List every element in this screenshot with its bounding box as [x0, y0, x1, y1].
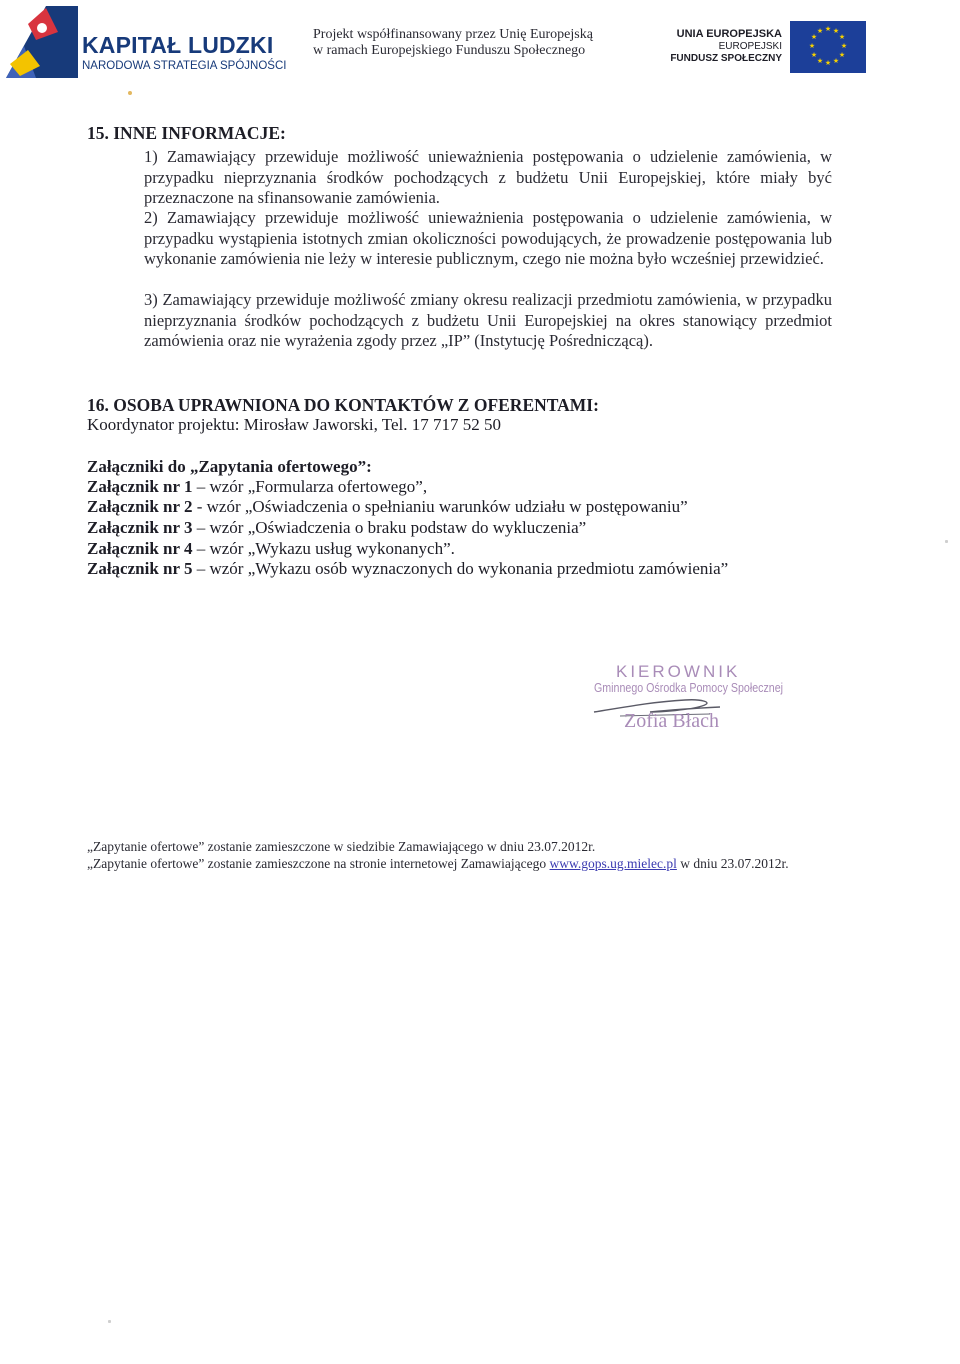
- attachments-heading-text: Załączniki do „Zapytania ofertowego”:: [87, 457, 372, 476]
- section-15-number: 15.: [87, 123, 109, 143]
- logo-title: KAPITAŁ LUDZKI: [82, 32, 274, 58]
- contact-person: Koordynator projektu: Mirosław Jaworski, Tel. 17 717 52 50: [87, 415, 502, 434]
- svg-text:★: ★: [838, 33, 846, 41]
- attachment-item: [87, 477, 427, 498]
- svg-text:★: ★: [810, 33, 818, 41]
- kapital-ludzki-wordmark: [82, 33, 286, 73]
- attachment-description: - wzór „Oświadczenia o spełnianiu warunków udziału w postępowaniu”: [192, 497, 688, 516]
- section-15-title: INNE INFORMACJE:: [113, 123, 286, 143]
- svg-text:★: ★: [824, 25, 832, 33]
- section-16-heading: [87, 395, 599, 415]
- section-15-item-2: 2) Zamawiający przewiduje możliwość unieważnienia postępowania o udzielenie zamówienia, w przypadku wystąpienia istotnych zmian okoliczności powodujących, że prowadzenie postępowania lub wykonanie zamówienia nie leży w interesie publicznym, czego nie można było wcześniej przewidzieć.: [144, 208, 832, 268]
- decorative-dot: [128, 91, 132, 95]
- kapital-ludzki-logo-icon: [6, 6, 78, 78]
- attachment-item: [87, 559, 728, 580]
- attachment-label: Załącznik nr 2: [87, 497, 193, 516]
- gops-website-link[interactable]: www.gops.ug.mielec.pl: [549, 856, 677, 871]
- eu-label: [640, 28, 782, 66]
- svg-text:★: ★: [816, 57, 824, 65]
- section-16-number: 16.: [87, 395, 109, 415]
- svg-text:★: ★: [838, 51, 846, 59]
- project-line-2: w ramach Europejskiego Funduszu Społecznego: [313, 43, 586, 58]
- eu-line-2: EUROPEJSKI: [718, 40, 782, 52]
- svg-text:★: ★: [810, 51, 818, 59]
- footer-web-prefix: „Zapytanie ofertowe” zostanie zamieszczone na stronie internetowej Zamawiającego: [87, 856, 547, 871]
- eu-line-1: UNIA EUROPEJSKA: [676, 28, 782, 40]
- attachment-label: Załącznik nr 3: [87, 518, 193, 537]
- section-16-title: OSOBA UPRAWNIONA DO KONTAKTÓW Z OFERENTAMI:: [113, 395, 599, 415]
- footer-web-suffix: w dniu 23.07.2012r.: [680, 856, 789, 871]
- attachment-item: [87, 497, 688, 518]
- logo-subtitle: NARODOWA STRATEGIA SPÓJNOŚCI: [82, 60, 287, 72]
- stamp-name: Zofia Błach: [624, 710, 719, 732]
- attachment-label: Załącznik nr 5: [87, 559, 193, 578]
- attachments-heading: [87, 457, 372, 478]
- project-cofinancing-note: [313, 27, 593, 59]
- section-15-item-3: 3) Zamawiający przewiduje możliwość zmiany okresu realizacji przedmiotu zamówienia, w przypadku nieprzyznania środków pochodzących z budżetu Unii Europejskiej na okres stanowiący przedmiot zamówienia oraz nie wyrażenia zgody przez „IP” (Instytucję Pośredniczącą).: [144, 290, 832, 350]
- stamp-institution: Gminnego Ośrodka Pomocy Społecznej: [594, 680, 784, 695]
- scan-speck: [108, 1320, 111, 1323]
- stamp-title: KIEROWNIK: [616, 662, 741, 681]
- svg-text:★: ★: [816, 27, 824, 35]
- attachment-label: Załącznik nr 1: [87, 477, 193, 496]
- svg-text:★: ★: [832, 57, 840, 65]
- attachment-description: – wzór „Oświadczenia o braku podstaw do wykluczenia”: [192, 518, 587, 537]
- footer-publication-office: „Zapytanie ofertowe” zostanie zamieszczone w siedzibie Zamawiającego w dniu 23.07.2012r.: [87, 839, 596, 854]
- project-line-1: Projekt współfinansowany przez Unię Europejską: [313, 27, 593, 42]
- svg-text:★: ★: [824, 59, 832, 67]
- footer-publication-web: [87, 855, 832, 872]
- attachment-description: – wzór „Wykazu usług wykonanych”.: [192, 539, 455, 558]
- attachment-description: – wzór „Formularza ofertowego”,: [192, 477, 428, 496]
- attachment-item: [87, 518, 586, 539]
- eu-line-3: FUNDUSZ SPOŁECZNY: [670, 53, 782, 64]
- eu-flag-icon: [790, 21, 866, 73]
- svg-text:★: ★: [840, 42, 848, 50]
- official-stamp: [590, 660, 784, 740]
- svg-text:★: ★: [808, 42, 816, 50]
- attachment-description: – wzór „Wykazu osób wyznaczonych do wykonania przedmiotu zamówienia”: [192, 559, 729, 578]
- attachment-item: [87, 539, 455, 560]
- section-15-item-1: 1) Zamawiający przewiduje możliwość unieważnienia postępowania o udzielenie zamówienia, w przypadku nieprzyznania środków pochodzących z budżetu Unii Europejskiej, które miały być przeznaczone na sfinansowanie zamówienia.: [144, 147, 832, 207]
- attachment-label: Załącznik nr 4: [87, 539, 193, 558]
- svg-text:★: ★: [832, 27, 840, 35]
- scan-speck: [945, 540, 948, 543]
- section-15-heading: [87, 123, 286, 143]
